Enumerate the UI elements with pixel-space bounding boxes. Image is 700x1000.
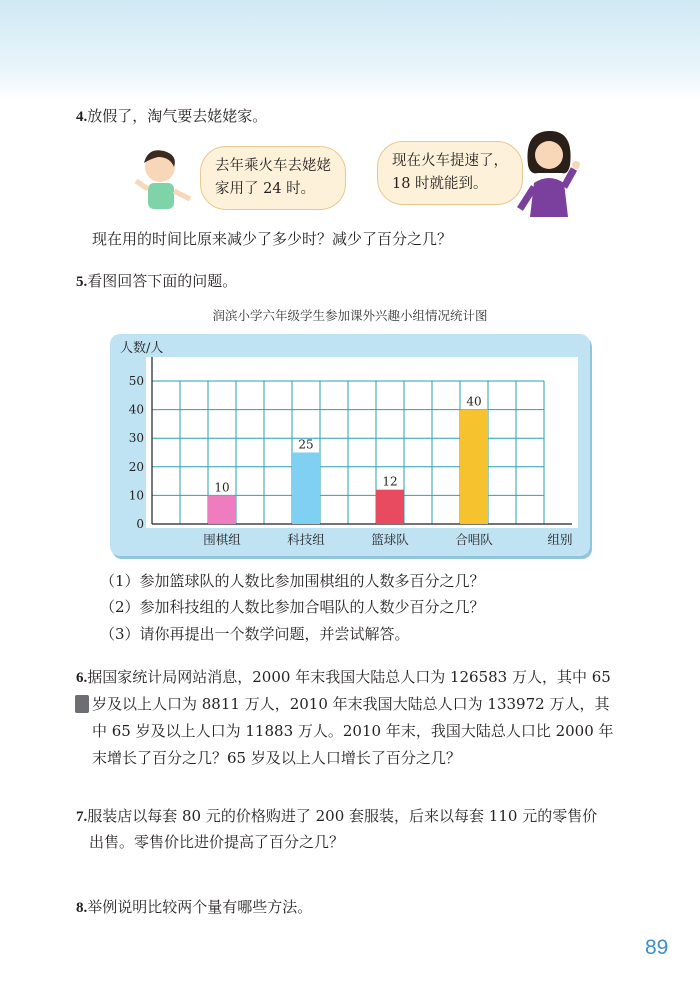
q5-sub1: （1）参加篮球队的人数比参加围棋组的人数多百分之几？ (100, 572, 485, 590)
bar-data-label: 12 (382, 474, 398, 489)
y-axis-label: 人数/人 (120, 341, 164, 356)
q8-text: 举例说明比较两个量有哪些方法。 (87, 898, 313, 916)
q6-line1 (76, 664, 611, 692)
x-category-label: 篮球队 (371, 532, 409, 547)
chart-title: 润滨小学六年级学生参加课外兴趣小组情况统计图 (212, 308, 488, 323)
y-tick-label: 40 (128, 402, 144, 417)
q6-number: 6. (76, 670, 88, 686)
woman-bubble-line2: 18 时就能到。 (392, 176, 488, 192)
y-tick-label: 50 (128, 374, 144, 388)
q7-line2: 出售。零售价比进价提高了百分之几？ (89, 833, 345, 851)
q6-line4: 末增长了百分之几？65 岁及以上人口增长了百分之几？ (92, 749, 461, 767)
woman-bubble-line1: 现在火车提速了， (392, 153, 508, 169)
q6-line2: 岁及以上人口为 8811 万人，2010 年末我国大陆总人口为 133972 万人，其 (92, 695, 610, 713)
q6-line3: 中 65 岁及以上人口为 11883 万人。2010 年末，我国大陆总人口比 2000 年 (92, 722, 614, 740)
x-axis-label: 组别 (547, 532, 573, 547)
page-number: 89 (645, 936, 669, 959)
q5-sub2: （2）参加科技组的人数比参加合唱队的人数少百分之几？ (100, 598, 485, 616)
bar-篮球队 (376, 490, 404, 524)
q7-line1 (76, 803, 597, 831)
q4-title: 放假了，淘气要去姥姥家。 (87, 107, 268, 125)
x-category-label: 科技组 (287, 532, 325, 547)
boy-bubble-line1: 去年乘火车去姥姥 (215, 158, 331, 174)
calculator-icon (75, 695, 89, 713)
q7-number: 7. (76, 809, 88, 825)
q8-number: 8. (76, 900, 88, 916)
boy-bubble-line2: 家用了 24 时。 (215, 181, 316, 197)
q4-number: 4. (76, 109, 88, 125)
bar-合唱队 (460, 410, 488, 524)
y-tick-label: 10 (128, 488, 144, 503)
q7-line1-text: 服装店以每套 80 元的价格购进了 200 套服装，后来以每套 110 元的零售价 (87, 807, 598, 825)
y-tick-label: 0 (136, 517, 144, 531)
q8-line (76, 894, 312, 922)
bar-科技组 (292, 453, 320, 525)
bar-data-label: 10 (214, 480, 230, 495)
y-tick-label: 20 (128, 459, 144, 474)
x-category-label: 围棋组 (203, 532, 241, 547)
x-category-label: 合唱队 (455, 532, 493, 547)
bar-data-label: 40 (466, 394, 482, 409)
bar-data-label: 25 (298, 437, 314, 452)
q5-sub3: （3）请你再提出一个数学问题，并尝试解答。 (100, 625, 410, 643)
q5-number: 5. (76, 274, 88, 290)
q5-title: 看图回答下面的问题。 (87, 272, 238, 290)
q4-question: 现在用的时间比原来减少了多少时？减少了百分之几？ (92, 230, 453, 248)
bar-围棋组 (208, 495, 236, 524)
q6-line1-text: 据国家统计局网站消息，2000 年末我国大陆总人口为 126583 万人，其中 65 (87, 668, 611, 686)
y-tick-label: 30 (128, 431, 144, 446)
